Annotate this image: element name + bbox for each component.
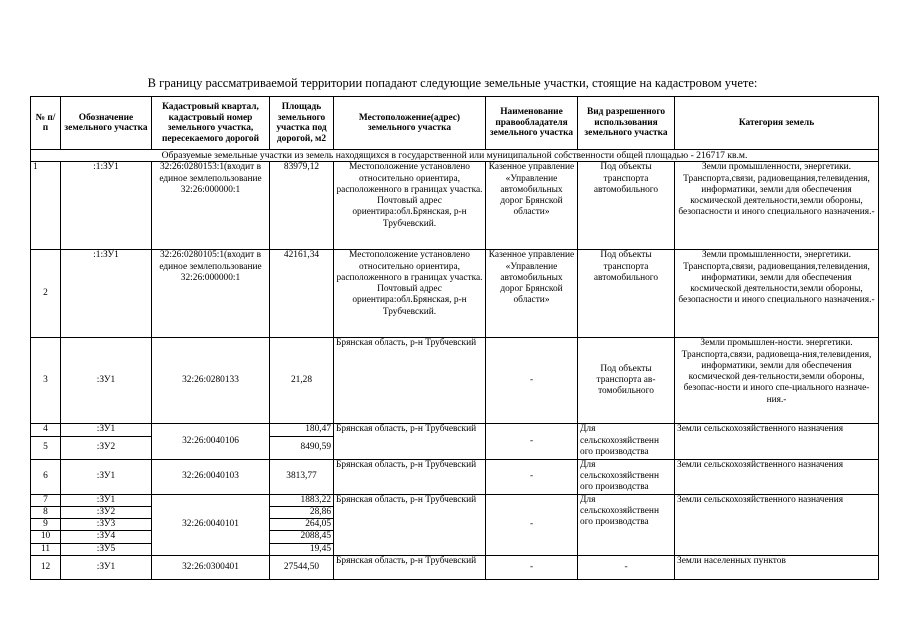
row-number: 12 — [31, 556, 61, 580]
table-row — [31, 494, 879, 506]
plot-label: :ЗУ1 — [61, 494, 152, 506]
column-header: Вид разрешенного использования земельного участка — [578, 97, 675, 150]
column-header: Площадь земельного участка под дорогой, м2 — [270, 97, 334, 150]
row-number: 11 — [31, 543, 61, 555]
column-header: Категория земель — [675, 97, 879, 150]
plot-area: 3813,77 — [270, 459, 334, 494]
column-header: Наименование правообладателя земельного участка — [486, 97, 578, 150]
table-row — [31, 459, 879, 494]
plot-owner: - — [486, 424, 578, 459]
plot-label: :ЗУ1 — [61, 424, 152, 436]
cadastral-number: 32:26:0280105:1(входит в единое землепользование 32:26:000000:1 — [152, 250, 270, 338]
row-number: 3 — [31, 338, 61, 424]
row-number: 2 — [31, 250, 61, 338]
plot-owner: - — [486, 459, 578, 494]
plot-label: :1:ЗУ1 — [61, 250, 152, 338]
table-row — [31, 250, 879, 338]
table-row — [31, 162, 879, 250]
plot-area: 180,47 — [270, 424, 334, 436]
land-category: Земли промышлен-ности. энергетики. Транспорта,связи, радиовеща-ния,телевидения, информатики, земли для обеспечения космической дея-тельности,земли обороны, безопас-ности и иного спе-циального назначе-ния.- — [675, 338, 879, 424]
plot-area: 1883,22 — [270, 494, 334, 506]
table-row — [31, 424, 879, 436]
land-category: Земли сельскохозяйственного назначения — [675, 494, 879, 555]
plot-owner: Казенное управление «Управление автомобильных дорог Брянской области» — [486, 250, 578, 338]
plot-location: Брянская область, р-н Трубчевский — [334, 494, 486, 555]
plot-area: 42161,34 — [270, 250, 334, 338]
plot-area: 264,05 — [270, 519, 334, 531]
plot-location: Брянская область, р-н Трубчевский — [334, 556, 486, 580]
plot-label: :ЗУ1 — [61, 338, 152, 424]
row-number: 6 — [31, 459, 61, 494]
column-header: Обозначение земельного участка — [61, 97, 152, 150]
land-category: Земли сельскохозяйственного назначения — [675, 424, 879, 459]
row-number: 10 — [31, 531, 61, 543]
row-number: 5 — [31, 436, 61, 459]
plot-area: 21,28 — [270, 338, 334, 424]
table-row — [31, 338, 879, 424]
cadastral-number: 32:26:0040101 — [152, 494, 270, 555]
plot-location: Местоположение установлено относительно ориентира, расположенного в границах участка. Почтовый адрес ориентира:обл.Брянская, р-н Трубчевский. — [334, 162, 486, 250]
plot-location: Брянская область, р-н Трубчевский — [334, 338, 486, 424]
section-title: Образуемые земельные участки из земель находящихся в государственной или муниципальной собственности общей площадью - 216717 кв.м. — [31, 150, 879, 162]
permitted-use: Для сельскохозяйственн ого производства — [578, 494, 675, 555]
table-row — [31, 556, 879, 580]
plot-label: :ЗУ5 — [61, 543, 152, 555]
cadastral-number: 32:26:0040103 — [152, 459, 270, 494]
plot-label: :ЗУ1 — [61, 556, 152, 580]
column-header: Кадастровый квартал, кадастровый номер земельного участка, пересекаемого дорогой — [152, 97, 270, 150]
plot-area: 27544,50 — [270, 556, 334, 580]
row-number: 1 — [31, 162, 61, 250]
row-number: 7 — [31, 494, 61, 506]
plot-area: 83979,12 — [270, 162, 334, 250]
land-category: Земли промышленности, энергетики. Транспорта,связи, радиовещания,телевидения, информатики, земли для обеспечения космической деятельности,земли обороны, безопасности и иного специального назначения.- — [675, 250, 879, 338]
plot-area: 28,86 — [270, 506, 334, 518]
plot-owner: - — [486, 556, 578, 580]
cadastral-number: 32:26:0300401 — [152, 556, 270, 580]
plot-label: :ЗУ3 — [61, 519, 152, 531]
land-plots-table — [30, 96, 879, 580]
plot-area: 2088,45 — [270, 531, 334, 543]
permitted-use: Для сельскохозяйственн ого производства — [578, 424, 675, 459]
plot-location: Брянская область, р-н Трубчевский — [334, 424, 486, 459]
plot-label: :ЗУ2 — [61, 436, 152, 459]
plot-label: :1:ЗУ1 — [61, 162, 152, 250]
row-number: 9 — [31, 519, 61, 531]
plot-owner: - — [486, 338, 578, 424]
land-category: Земли промышленности, энергетики. Транспорта,связи, радиовещания,телевидения, информатики, земли для обеспечения космической деятельности,земли обороны, безопасности и иного специального назначения.- — [675, 162, 879, 250]
plot-location: Местоположение установлено относительно ориентира, расположенного в границах участка. Почтовый адрес ориентира:обл.Брянская, р-н Трубчевский. — [334, 250, 486, 338]
cadastral-number: 32:26:0040106 — [152, 424, 270, 459]
plot-location: Брянская область, р-н Трубчевский — [334, 459, 486, 494]
land-category: Земли сельскохозяйственного назначения — [675, 459, 879, 494]
permitted-use: Для сельскохозяйственн ого производства — [578, 459, 675, 494]
column-header: № п/п — [31, 97, 61, 150]
permitted-use: Под объекты транспорта ав-томобильного — [578, 338, 675, 424]
row-number: 8 — [31, 506, 61, 518]
permitted-use: - — [578, 556, 675, 580]
cadastral-number: 32:26:0280133 — [152, 338, 270, 424]
plot-area: 19,45 — [270, 543, 334, 555]
column-header: Местоположение(адрес) земельного участка — [334, 97, 486, 150]
row-number: 4 — [31, 424, 61, 436]
cadastral-number: 32:26:0280153:1(входит в единое землепользование 32:26:000000:1 — [152, 162, 270, 250]
land-category: Земли населенных пунктов — [675, 556, 879, 580]
plot-label: :ЗУ4 — [61, 531, 152, 543]
section-row — [31, 150, 879, 162]
permitted-use: Под объекты транспорта автомобильного — [578, 162, 675, 250]
plot-owner: - — [486, 494, 578, 555]
permitted-use: Под объекты транспорта автомобильного — [578, 250, 675, 338]
table-header-row — [31, 97, 879, 150]
plot-owner: Казенное управление «Управление автомобильных дорог Брянской области» — [486, 162, 578, 250]
plot-label: :ЗУ2 — [61, 506, 152, 518]
plot-area: 8490,59 — [270, 436, 334, 459]
plot-label: :ЗУ1 — [61, 459, 152, 494]
page-heading: В границу рассматриваемой территории попадают следующие земельные участки, стоящие на кадастровом учете: — [147, 76, 758, 90]
